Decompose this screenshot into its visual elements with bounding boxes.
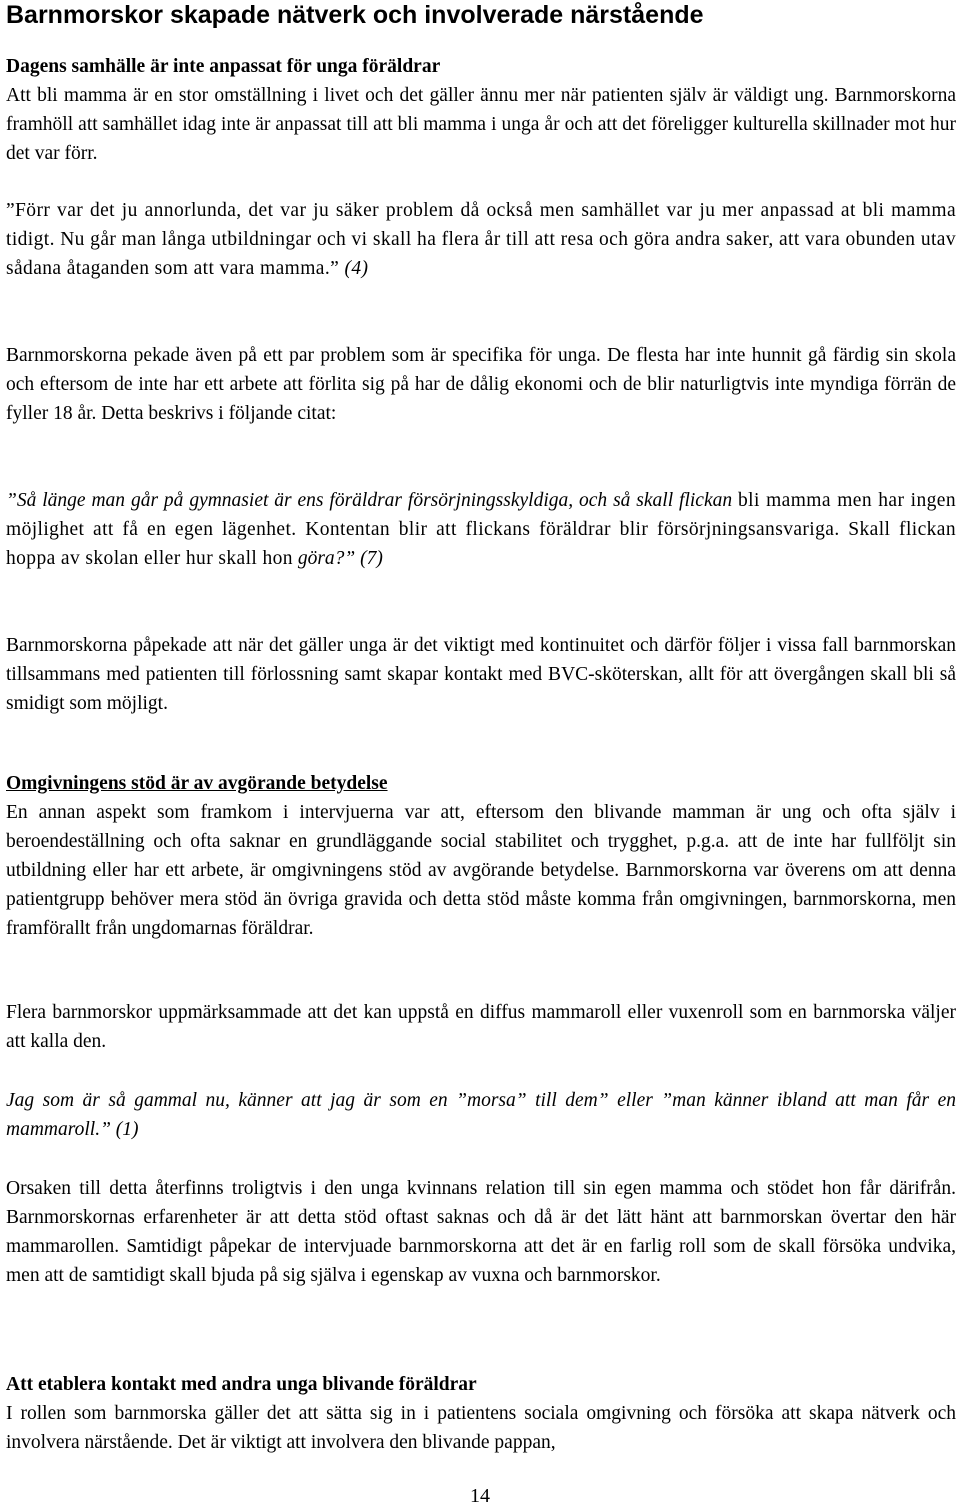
quote-text: ”Förr var det ju annorlunda, det var ju säker problem då också men samhället var ju mer anpassad at bli mamma tidigt. Nu går man långa utbildningar och vi skall ha flera år till att resa och göra andra saker, att vara obunden utav sådana åtaganden som att vara mamma.” [6, 200, 956, 279]
quote-reference: göra?” (7) [297, 548, 383, 569]
quote-block [6, 196, 956, 283]
paragraph: Flera barnmorskor uppmärksammade att det kan uppstå en diffus mammaroll eller vuxenroll som en barnmorska väljer att kalla den. [6, 1002, 956, 1052]
section-support [6, 769, 956, 943]
page-number: 14 [470, 1485, 490, 1507]
paragraph: Barnmorskorna pekade även på ett par problem som är specifika för unga. De flesta har inte hunnit gå färdig sin skola och eftersom de inte har ett arbete att förlita sig på har de dålig ekonomi och de blir naturligtvis inte myndiga förrän de fyller 18 år. Detta beskrivs i följande citat: [6, 345, 956, 424]
paragraph: Att bli mamma är en stor omställning i livet och det gäller ännu mer när patienten själv är väldigt ung. Barnmorskorna framhöll att samhället idag inte är anpassat till att bli mamma i unga år och att det föreligger kulturella skillnader mot hur det var förr. [6, 85, 956, 164]
paragraph: I rollen som barnmorska gäller det att sätta sig in i patientens sociala omgivning och försöka att skapa nätverk och involvera närstående. Det är viktigt att involvera den blivande pappan, [6, 1403, 956, 1453]
section-heading-young-parents: Dagens samhälle är inte anpassat för unga föräldrar [6, 56, 441, 77]
section-contact [6, 1370, 956, 1457]
section-heading-support: Omgivningens stöd är av avgörande betydelse [6, 773, 388, 794]
quote-reference: (4) [344, 258, 369, 279]
section-heading-contact: Att etablera kontakt med andra unga blivande föräldrar [6, 1374, 477, 1395]
page-title: Barnmorskor skapade nätverk och involverade närstående [6, 1, 704, 29]
quote-text: bli mamma men har ingen möjlighet att få en egen lägenhet. Kontentan blir att flickans föräldrar blir försörjningsansvariga. Skall flickan hoppa av skolan eller hur skall hon [6, 490, 956, 569]
quote-block: Jag som är så gammal nu, känner att jag är som en ”morsa” till dem” eller ”man känner ibland att man får en mammaroll.” (1) [6, 1090, 956, 1140]
paragraph: En annan aspekt som framkom i intervjuerna var att, eftersom den blivande mamman är ung och ofta själv i beroendeställning och ofta saknar en grundläggande social stabilitet och trygghet, p.g.a. att de inte har fullföljt sin utbildning eller har ett arbete, är omgivningens stöd av avgörande betydelse. Barnmorskorna var överens om att denna patientgrupp behöver mera stöd än övriga gravida och detta stöd måste komma från omgivningen, barnmorskorna, men framförallt från ungdomarnas föräldrar. [6, 802, 956, 939]
section-intro [6, 52, 956, 168]
paragraph: Barnmorskorna påpekade att när det gäller unga är det viktigt med kontinuitet och därför följer i vissa fall barnmorskan tillsammans med patienten till förlossning samt skapar kontakt med BVC-sköterskan, allt för att övergången skall bli så smidigt som möjligt. [6, 635, 956, 714]
quote-italic-line: ”Så länge man går på gymnasiet är ens föräldrar försörjningsskyldiga, och så skall flickan [6, 490, 733, 511]
paragraph: Orsaken till detta återfinns troligtvis i den unga kvinnans relation till sin egen mamma och stödet hon får därifrån. Barnmorskornas erfarenheter är att detta stöd oftast saknas och då är det lätt hänt att barnmorskan övertar den här mammarollen. Samtidigt påpekar de intervjuade barnmorskorna att det är en farlig roll som de skall försöka undvika, men att de samtidigt skall bjuda på sig själva i egenskap av vuxna och barnmorskor. [6, 1178, 956, 1286]
quote-block [6, 486, 956, 573]
